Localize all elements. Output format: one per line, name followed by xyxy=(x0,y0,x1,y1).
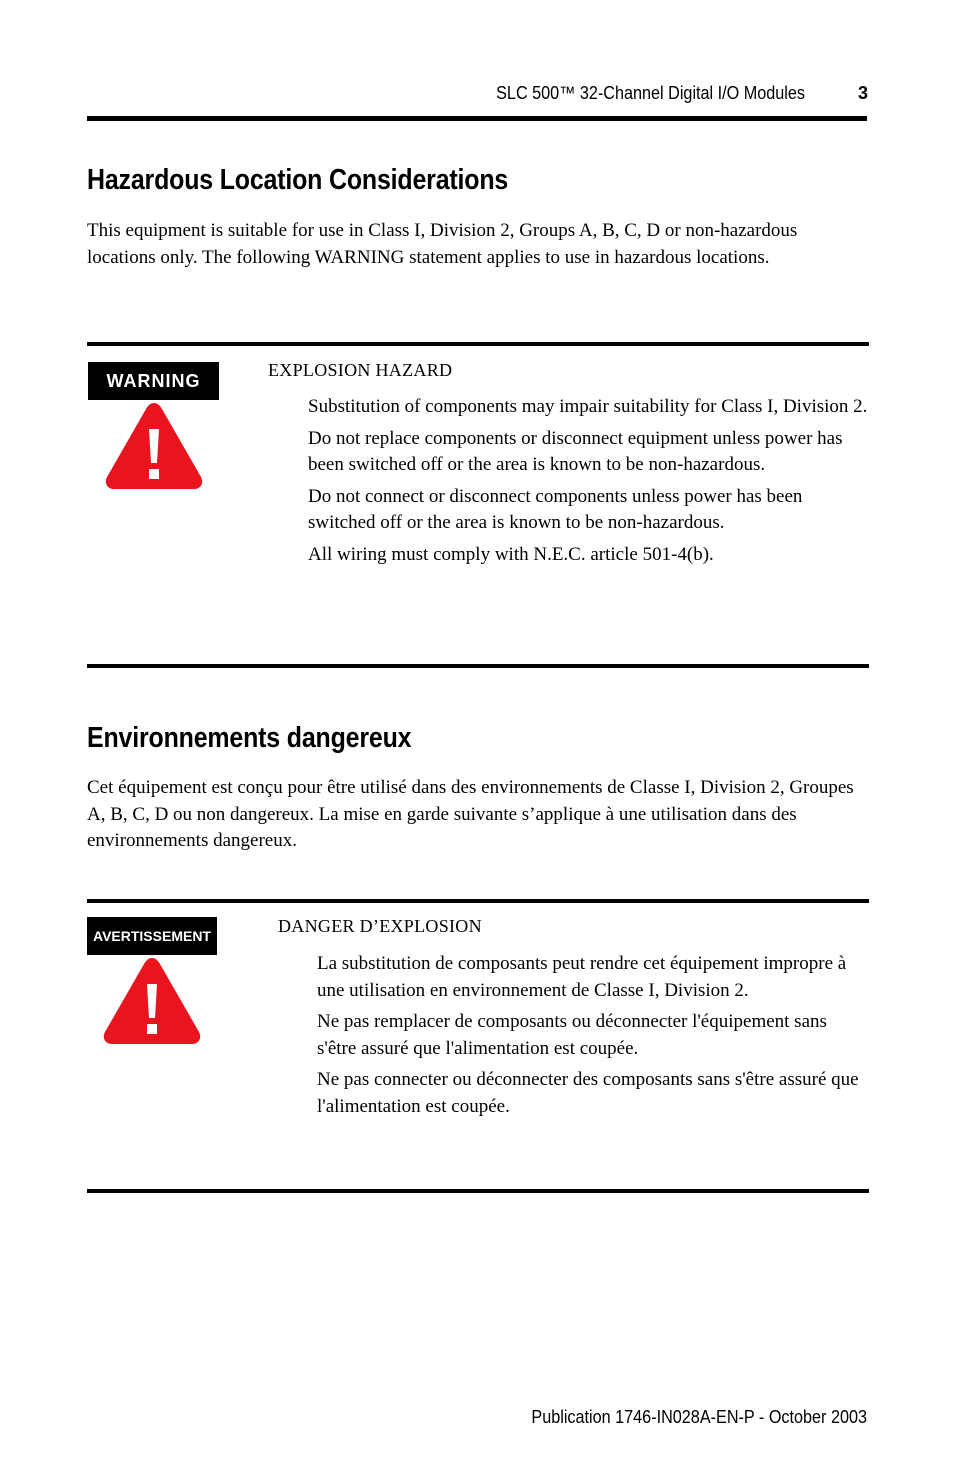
hazard-title-fr: DANGER D’EXPLOSION xyxy=(278,916,482,936)
warning-triangle-icon xyxy=(101,954,203,1048)
hazard-item: Ne pas remplacer de composants ou déconnecter l'équipement sans s'être assuré que l'alimentation est coupée. xyxy=(317,1011,827,1059)
header-rule xyxy=(87,116,867,121)
warning-exclamation-dot xyxy=(147,1024,157,1034)
warning-label: WARNING xyxy=(88,362,219,400)
publication-footer: Publication 1746-IN028A-EN-P - October 2003 xyxy=(531,1407,867,1427)
running-title: SLC 500™ 32-Channel Digital I/O Modules xyxy=(496,83,805,103)
warning-box-bottom-rule xyxy=(87,664,869,668)
avertissement-box-top-rule xyxy=(87,899,869,903)
warning-box-top-rule xyxy=(87,342,869,346)
avertissement-label: AVERTISSEMENT xyxy=(87,917,217,955)
warning-triangle-icon xyxy=(103,399,205,493)
hazard-list-fr xyxy=(317,951,869,1125)
hazard-item: Do not replace components or disconnect equipment unless power has been switched off or the area is known to be non-hazardous. xyxy=(308,427,843,475)
section-intro-fr: Cet équipement est conçu pour être utilisé dans des environnements de Classe I, Division 2, Groupes A, B, C, D ou non dangereux. La mise en garde suivante s’applique à une utilisation dans des environnements dangereux. xyxy=(87,777,854,851)
hazard-list-en xyxy=(308,394,868,573)
hazard-item: Substitution of components may impair suitability for Class I, Division 2. xyxy=(308,396,868,417)
hazard-title-en: EXPLOSION HAZARD xyxy=(268,360,453,380)
section-heading-en: Hazardous Location Considerations xyxy=(87,164,509,196)
warning-exclamation-dot xyxy=(149,469,159,479)
page-number: 3 xyxy=(857,83,868,103)
section-heading-fr: Environnements dangereux xyxy=(87,722,412,754)
hazard-item: Do not connect or disconnect components unless power has been switched off or the area is known to be non-hazardous. xyxy=(308,485,803,533)
section-intro-en: This equipment is suitable for use in Class I, Division 2, Groups A, B, C, D or non-hazardous locations only. The following WARNING statement applies to use in hazardous locations. xyxy=(87,220,798,268)
avertissement-box-bottom-rule xyxy=(87,1189,869,1193)
hazard-item: All wiring must comply with N.E.C. article 501-4(b). xyxy=(308,543,714,565)
hazard-item: La substitution de composants peut rendre cet équipement impropre à une utilisation en environnement de Classe I, Division 2. xyxy=(317,953,847,1001)
hazard-item: Ne pas connecter ou déconnecter des composants sans s'être assuré que l'alimentation est coupée. xyxy=(317,1069,859,1117)
